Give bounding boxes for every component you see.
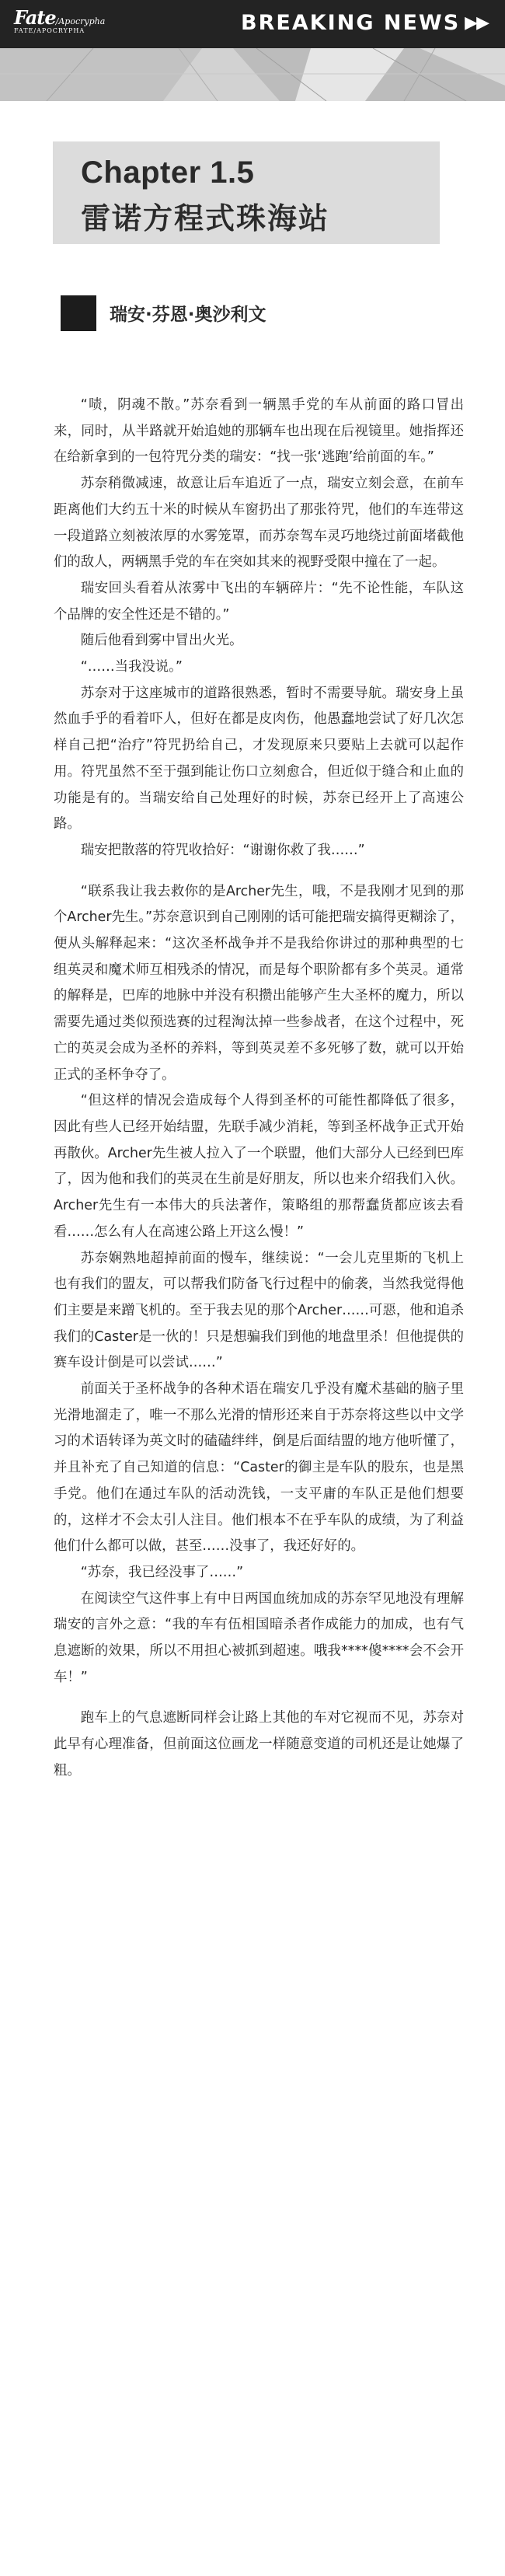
breaking-news-text: BREAKING NEWS xyxy=(241,11,461,35)
section-title: 瑞安·芬恩·奥沙利文 xyxy=(110,305,266,325)
paragraph-4: 随后他看到雾中冒出火光。 xyxy=(80,633,243,649)
paragraph-2: 苏奈稍微减速，故意让后车追近了一点，瑞安立刻会意，在前车距离他们大约五十米的时候从车窗扔出了那张符咒，他们的车连带这一段道路立刻被浓厚的水雾笼罩，而苏奈驾车灵巧地绕过前面堵截他们的敌人，两辆黑手党的车在突如其来的视野受限中撞在了一起。 xyxy=(54,476,464,571)
header-banner xyxy=(0,0,505,101)
paragraph-10: 苏奈娴熟地超掉前面的慢车，继续说：“一会儿克里斯的飞机上也有我们的盟友，可以帮我们防备飞行过程中的偷袭，当然我觉得他们主要是来蹭飞机的。至于我去见的那个Archer……可惡，他和追杀我们的Caster是一伙的！只是想骗我们到他的地盘里杀！但他提供的赛车设计倒是可以尝试……” xyxy=(54,1250,464,1371)
article-body xyxy=(54,393,464,1785)
paragraph-6: 苏奈对于这座城市的道路很熟悉，暂时不需要导航。瑞安身上虽然血手乎的看着吓人，但好在都是皮肉伤，他愚蠢地尝试了好几次怎样自己把“治疗”符咒扔给自己，才发现原来只要贴上去就可以起作用。符咒虽然不至于强到能让伤口立刻愈合，但近似于缝合和止血的功能是有的。当瑞安给自己处理好的时候，苏奈已经开上了高速公路。 xyxy=(54,685,464,832)
logo-apocrypha: /Apocrypha xyxy=(55,16,106,26)
paragraph-7: 瑞安把散落的符咒收拾好：“谢谢你救了我……” xyxy=(80,842,365,858)
logo-subtitle: FATE/APOCRYPHA xyxy=(14,27,85,34)
paragraph-9: “但这样的情况会造成每个人得到圣杯的可能性都降低了很多，因此有些人已经开始结盟，先联手减少消耗，等到圣杯战争正式开始再散伙。Archer先生被人拉入了一个联盟，他们大部分人已经到巴库了，因为他和我们的英灵在生前是好朋友，所以也来介绍我们入伙。Archer先生有一本伟大的兵法著作，策略组的那帮蠢货都应该去看看……怎么有人在高速公路上开这么慢！” xyxy=(54,1093,464,1240)
paragraph-8: “联系我让我去救你的是Archer先生，哦，不是我刚才见到的那个Archer先生。”苏奈意识到自己刚刚的话可能把瑞安搞得更糊涂了，便从头解释起来：“这次圣杯战争并不是我给你讲过的那种典型的七组英灵和魔术师互相残杀的情况，而是每个职阶都有多个英灵。通常的解释是，巴库的地脉中并没有积攒出能够产生大圣杯的魔力，所以需要先通过类似预选赛的过程淘汰掉一些参战者，在这个过程中，死亡的英灵会成为圣杯的养料，等到英灵差不多死够了数，就可以开始正式的圣杯争夺了。 xyxy=(54,883,464,1083)
paragraph-1: “啧，阴魂不散。”苏奈看到一辆黑手党的车从前面的路口冒出来，同时，从半路就开始追她的那辆车也出现在后视镜里。她指挥还在给新拿到的一包符咒分类的瑞安：“找一张‘逃跑’给前面的车。” xyxy=(54,397,464,466)
chapter-number: Chapter 1.5 xyxy=(81,155,255,190)
paragraph-13: 在阅读空气这件事上有中日两国血统加成的苏奈罕见地没有理解瑞安的言外之意：“我的车有伍相国暗杀者作成能力的加成，也有气息遮断的效果，所以不用担心被抓到超速。哦我****傻****会不会开车！” xyxy=(54,1590,464,1685)
paragraph-11: 前面关于圣杯战争的各种术语在瑞安几乎没有魔术基础的脑子里光滑地溜走了，唯一不那么光滑的情形还来自于苏奈将这些以中文学习的术语转译为英文时的磕磕绊绊，倒是后面结盟的地方他听懂了，并且补充了自己知道的信息：“Caster的御主是车队的股东，也是黑手党。他们在通过车队的活动洗钱，一支平庸的车队正是他们想要的，这样才不会太引人注目。他们根本不在乎车队的成绩，为了利益他们什么都可以做，甚至……没事了，我还好好的。 xyxy=(54,1381,464,1555)
double-arrow-icon: ▶▶ xyxy=(465,13,488,33)
fate-apocrypha-logo xyxy=(14,6,105,34)
paragraph-3: 瑞安回头看着从浓雾中飞出的车辆碎片：“先不论性能，车队这个品牌的安全性还是不错的。” xyxy=(54,580,464,623)
paragraph-12: “苏奈，我已经没事了……” xyxy=(80,1564,244,1580)
paragraph-14: 跑车上的气息遮断同样会让路上其他的车对它视而不见，苏奈对此早有心理准备，但前面这位画龙一样随意变道的司机还是让她爆了粗。 xyxy=(54,1710,464,1778)
logo-fate: Fate xyxy=(14,6,56,29)
paragraph-5: “……当我没说。” xyxy=(80,659,183,675)
section-marker-square xyxy=(61,295,96,331)
breaking-news-label xyxy=(241,11,488,35)
chapter-title: 雷诺方程式珠海站 xyxy=(81,201,330,236)
